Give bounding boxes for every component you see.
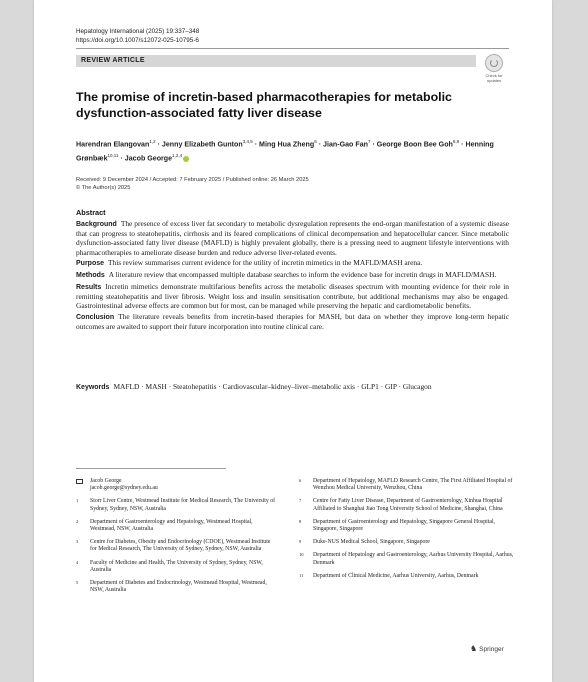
- abstract-purpose: Purpose This review summarises current evidence for the utility of incretin mimetics in the MAFLD/MASH arena.: [76, 258, 423, 268]
- author-name[interactable]: Jian-Gao Fan: [323, 140, 368, 149]
- affiliation-text: Department of Hepatology and Gastroenterology, Aarhus University Hospital, Aarhus, Denmark: [313, 552, 514, 566]
- check-for-updates-button[interactable]: Check for updates: [481, 54, 507, 82]
- abstract-methods: Methods A literature review that encompassed multiple database searches to inform the evidence base for incretin drugs in MAFLD/MASH.: [76, 270, 497, 280]
- abstract-heading: Abstract: [76, 208, 106, 217]
- affiliation-number: 8: [299, 518, 302, 524]
- affiliations-left: [76, 498, 276, 594]
- affiliation-text: Department of Gastroenterology and Hepatology, Singapore General Hospital, Singapore, Singapore: [313, 518, 496, 533]
- author-name[interactable]: Ming Hua Zheng: [259, 140, 315, 149]
- correspondence-name: Jacob George: [90, 478, 122, 484]
- affiliation-item: [76, 519, 276, 533]
- affiliation-item: [299, 519, 514, 533]
- author-affiliation-ref: 1,2,4: [172, 153, 183, 159]
- abstract-body: [76, 219, 509, 333]
- author-name[interactable]: Henning Grønbæk: [76, 140, 494, 163]
- author-list: [76, 136, 516, 165]
- affiliation-number: 9: [299, 539, 302, 545]
- affiliation-item: [76, 539, 276, 553]
- author-separator: ·: [316, 140, 324, 149]
- journal-header: [76, 27, 199, 45]
- springer-horse-icon: ♞: [470, 644, 478, 653]
- footnotes-right: [299, 478, 514, 586]
- affiliation-item: [299, 478, 514, 492]
- author-affiliation-ref: 7: [367, 139, 371, 144]
- author-separator: ·: [370, 140, 377, 149]
- affiliation-item: [299, 498, 514, 512]
- affiliation-item: [76, 580, 276, 594]
- article-title: The promise of incretin-based pharmacotherapies for metabolic dysfunction-associated fatty liver disease: [76, 90, 452, 120]
- author-affiliation-ref: 10,11: [107, 153, 119, 159]
- header-rule: [76, 48, 509, 49]
- affiliation-number: 4: [76, 559, 79, 565]
- affiliation-text: Department of Clinical Medicine, Aarhus University, Aarhus, Denmark: [313, 572, 479, 579]
- abstract-conclusion: Conclusion The literature reveals benefits from incretin-based therapies for MASH, but data on whether they improve long-term hepatic outcomes are awaited to support their future incorporation into routine clinical care.: [76, 311, 509, 332]
- author-affiliation-ref: 6: [314, 139, 317, 144]
- doi-link[interactable]: https://doi.org/10.1007/s12072-025-10795-6: [76, 37, 199, 44]
- journal-citation: Hepatology International (2025) 19:337–348: [76, 28, 200, 35]
- affiliation-item: [299, 573, 514, 580]
- envelope-icon: [76, 479, 83, 484]
- affiliation-text: Duke-NUS Medical School, Singapore, Singapore: [313, 539, 430, 546]
- author-separator: ·: [155, 140, 162, 149]
- affiliation-text: Department of Diabetes and Endocrinology, Westmead Hospital, Westmead, NSW, Australia: [90, 580, 267, 594]
- author-name[interactable]: Jacob George: [124, 154, 173, 163]
- footnotes-left: [76, 478, 276, 600]
- affiliation-number: 7: [299, 498, 302, 504]
- affiliation-text: Department of Gastroenterology and Hepatology, Westmead Hospital, Westmead, NSW, Australia: [90, 518, 253, 533]
- affiliation-number: 1: [76, 498, 79, 504]
- author-separator: ·: [459, 140, 466, 149]
- affiliation-item: [76, 498, 276, 512]
- affiliation-item: [76, 560, 276, 574]
- copyright-line: © The Author(s) 2025: [76, 185, 131, 191]
- keywords-list: MAFLD · MASH · Steatohepatitis · Cardiovascular–kidney–liver–metabolic axis · GLP1 · GIP · Glucagon: [113, 382, 432, 391]
- keywords: [76, 382, 509, 392]
- article-page: [34, 0, 552, 682]
- affiliation-item: [299, 552, 514, 566]
- orcid-icon[interactable]: [183, 156, 189, 162]
- footnote-rule: [76, 468, 226, 469]
- affiliation-text: Storr Liver Centre, Westmead Institute for Medical Research, The University of Sydney, Sydney, NSW, Australia: [90, 498, 276, 512]
- publisher-logo: ♞ Springer: [470, 644, 504, 653]
- affiliation-number: 5: [76, 580, 79, 586]
- correspondence: [76, 478, 276, 492]
- author-affiliation-ref: 8,9: [452, 139, 460, 144]
- affiliation-number: 3: [76, 539, 79, 545]
- affiliation-number: 11: [299, 572, 304, 578]
- affiliation-text: Centre for Fatty Liver Disease, Department of Gastroenterology, Xinhua Hospital Affiliated to Shanghai Jiao Tong University School of Medicine, Shanghai, China: [313, 498, 503, 512]
- affiliation-number: 6: [299, 478, 302, 483]
- affiliation-item: [299, 539, 514, 546]
- affiliation-text: Faculty of Medicine and Health, The University of Sydney, Sydney, NSW, Australia: [90, 559, 263, 573]
- affiliation-text: Department of Hepatology, MAFLD Research Centre, The First Affiliated Hospital of Wenzhou Medical University, Wenzhou, China: [313, 478, 513, 492]
- publication-dates: Received: 9 December 2024 / Accepted: 7 February 2025 / Published online: 26 March 2025 © The Author(s) 2025: [76, 176, 516, 192]
- affiliations-right: [299, 478, 514, 580]
- abstract-results: Results Incretin mimetics demonstrate multifarious benefits across the metabolic diseases spectrum with mounting evidence for their role in remitting steatohepatitis and liver fibrosis. Weight loss and insulin sensitisation contribute, but additional mechanisms may also be engaged. Gastrointestinal adverse effects are common but for most, can be managed while preserving the hepatic and cardiometabolic benefits.: [76, 281, 509, 311]
- abstract-background: Background The presence of excess liver fat secondary to metabolic dysregulation represents the end-organ manifestation of a systemic disease that can progress to steatohepatitis, cirrhosis and its feared complications of clinical decompensation and hepatocellular cancer. Since metabolic dysfunction-associated fatty liver disease (MAFLD) is highly prevalent globally, there is a pressing need to augment lifestyle interventions with pharmacotherapies to ameliorate disease burden and reduce adverse liver-related events.: [76, 219, 509, 257]
- affiliation-number: 2: [76, 518, 79, 524]
- author-affiliation-ref: 3,4,5: [242, 139, 253, 144]
- author-name[interactable]: Harendran Elangovan: [76, 140, 150, 149]
- affiliation-number: 10: [299, 552, 304, 558]
- author-name[interactable]: George Boon Bee Goh: [376, 140, 453, 149]
- author-name[interactable]: Jenny Elizabeth Gunton: [161, 140, 243, 149]
- author-affiliation-ref: 1,2: [149, 139, 156, 144]
- affiliation-text: Centre for Diabetes, Obesity and Endocrinology (CDOE), Westmead Institute for Medical Research, The University of Sydney, Sydney, NSW, Australia: [90, 539, 271, 553]
- check-updates-icon: [485, 54, 503, 72]
- author-separator: ·: [252, 140, 260, 149]
- article-type-banner: REVIEW ARTICLE: [76, 55, 476, 67]
- author-separator: ·: [118, 154, 125, 163]
- correspondence-email[interactable]: jacob.george@sydney.edu.au: [90, 485, 158, 492]
- keywords-label: Keywords: [76, 384, 110, 391]
